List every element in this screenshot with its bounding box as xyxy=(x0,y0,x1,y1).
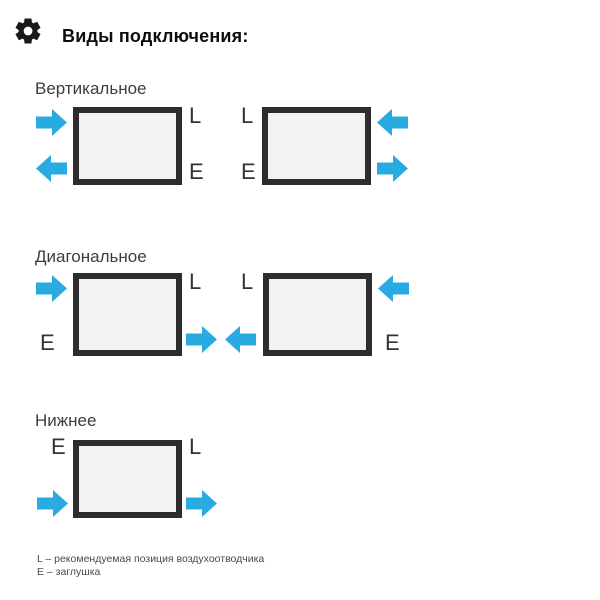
flow-arrow-left-icon xyxy=(225,326,256,353)
page-title: Виды подключения: xyxy=(62,26,249,46)
radiator-body xyxy=(73,107,182,185)
flow-arrow-right-icon xyxy=(186,326,217,353)
plug-label: E xyxy=(189,159,204,184)
radiator-body xyxy=(73,440,182,518)
flow-arrow-right-icon xyxy=(36,275,67,302)
radiator-body xyxy=(262,107,371,185)
air-vent-label: L xyxy=(241,269,254,294)
legend-line-air-vent: L – рекомендуемая позиция воздухоотводчика xyxy=(37,553,265,565)
flow-arrow-right-icon xyxy=(37,490,68,517)
plug-label: E xyxy=(40,330,55,355)
plug-label: E xyxy=(385,330,400,355)
plug-label: E xyxy=(241,159,256,184)
legend-line-plug: E – заглушка xyxy=(37,566,101,578)
air-vent-label: L xyxy=(189,103,202,128)
section-title-bottom: Нижнее xyxy=(35,411,97,430)
air-vent-label: L xyxy=(241,103,254,128)
air-vent-label: L xyxy=(189,269,202,294)
flow-arrow-right-icon xyxy=(186,490,217,517)
plug-label: E xyxy=(51,434,66,459)
flow-arrow-left-icon xyxy=(36,155,67,182)
flow-arrow-right-icon xyxy=(36,109,67,136)
air-vent-label: L xyxy=(189,434,202,459)
flow-arrow-right-icon xyxy=(377,155,408,182)
section-title-vertical: Вертикальное xyxy=(35,79,147,98)
gear-icon xyxy=(13,16,43,46)
flow-arrow-left-icon xyxy=(377,109,408,136)
section-title-diagonal: Диагональное xyxy=(35,247,147,266)
radiator-body xyxy=(263,273,372,356)
flow-arrow-left-icon xyxy=(378,275,409,302)
radiator-body xyxy=(73,273,182,356)
